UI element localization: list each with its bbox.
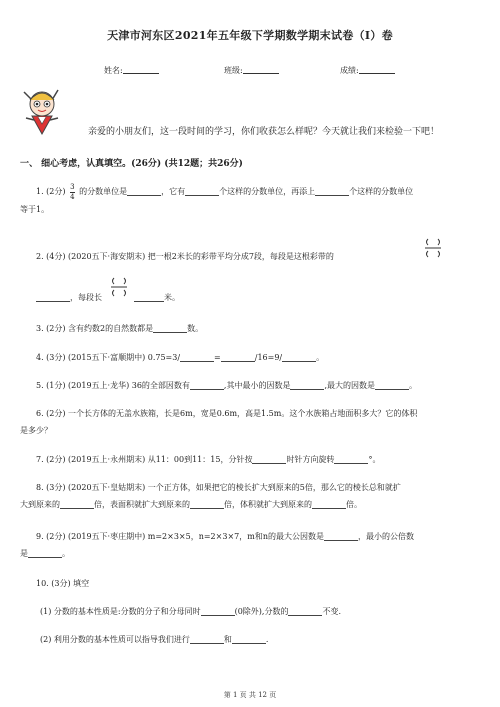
q1-blank-3[interactable] <box>315 185 349 196</box>
score-field[interactable] <box>340 64 395 76</box>
q10-1-blank-2[interactable] <box>288 605 322 616</box>
section-1-heading: 一、 细心考虑，认真填空。(26分) (共12题；共26分) <box>20 159 243 169</box>
q2-fraction-blank-2[interactable] <box>110 275 128 299</box>
fraction-3-4: $\frac{3}{4}$ <box>70 182 75 201</box>
question-6: 6. (2分) 一个长方体的无盖水族箱，长是6m，宽是0.6m，高是1.5m。这个水族箱占地面积多大？它的体积 是多少？ <box>20 409 418 435</box>
page-title: 天津市河东区2021年五年级下学期数学期末试卷（I）卷 <box>107 29 393 42</box>
q4-blank-1[interactable] <box>180 351 214 362</box>
question-2-line-2b: 米。 <box>134 289 234 306</box>
question-2: 2. (4分) (2020五下·海安期末) 把一根2米长的彩带平均分成7段，每段是这根彩带的 <box>36 252 334 261</box>
question-4: 4. (3分) (2015五下·富顺期中) 0.75=3/ = /16=9/ 。 <box>36 353 325 362</box>
score-label: 成绩: <box>340 66 359 75</box>
q10-1-blank-1[interactable] <box>201 605 235 616</box>
q5-blank-2[interactable] <box>290 379 324 390</box>
mascot-image <box>18 86 66 136</box>
class-label: 班级: <box>224 66 243 75</box>
score-blank[interactable] <box>359 64 395 74</box>
q2-fraction-blank-1[interactable] <box>424 236 442 260</box>
q4-blank-2[interactable] <box>221 351 255 362</box>
greeting-text: 亲爱的小朋友们，这一段时间的学习，你们收获怎么样呢？今天就让我们来检验一下吧！ <box>88 127 440 137</box>
question-8: 8. (3分) (2020五下·皇姑期末) 一个正方体，如果把它的棱长扩大到原来的5倍，那么它的棱长总和就扩 大到原来的 倍，表面积就扩大到原来的 倍，体积就扩大到原来的 倍。 <box>20 483 401 509</box>
question-3: 3. (2分) 含有约数2的自然数都是 数。 <box>36 324 204 333</box>
q2-blank-2[interactable] <box>134 291 164 302</box>
question-2-line-2: ，每段长 <box>36 289 476 306</box>
q10-2-blank-1[interactable] <box>190 633 224 644</box>
class-blank[interactable] <box>243 64 279 74</box>
q10-2-blank-2[interactable] <box>232 633 266 644</box>
q7-blank-1[interactable] <box>252 453 286 464</box>
name-label: 姓名: <box>104 66 123 75</box>
question-1: 1. (2分) $\frac{3}{4}$ 的分数单位是 ，它有 个这样的分数单位，再添上 个这样的分数单位 等于1。 <box>20 182 414 214</box>
q9-blank-2[interactable] <box>28 547 62 558</box>
question-10: 10. (3分) 填空 <box>36 579 90 588</box>
q1-blank-2[interactable] <box>185 185 219 196</box>
question-7: 7. (2分) (2019五上·永州期末) 从11：00到11：15，分针按 时针方向旋转 °。 <box>36 455 381 464</box>
q8-blank-3[interactable] <box>312 498 346 509</box>
q2-blank-1[interactable] <box>36 291 70 302</box>
q9-blank-1[interactable] <box>324 530 358 541</box>
question-5: 5. (1分) (2019五上·龙华) 36的全部因数有 ,其中最小的因数是 ,最大的因数是 。 <box>36 381 418 390</box>
q8-blank-1[interactable] <box>60 498 94 509</box>
q4-blank-3[interactable] <box>282 351 316 362</box>
question-10-part-1: (1) 分数的基本性质是:分数的分子和分母同时 (0除外),分数的 不变. <box>40 607 341 616</box>
q1-blank-1[interactable] <box>127 185 161 196</box>
q7-blank-2[interactable] <box>334 453 368 464</box>
q5-blank-3[interactable] <box>375 379 409 390</box>
q5-blank-1[interactable] <box>190 379 224 390</box>
q3-blank-1[interactable] <box>153 322 187 333</box>
question-9: 9. (2分) (2019五下·枣庄期中) m=2×3×5，n=2×3×7，m和n的最大公因数是 ，最小的公倍数 是 。 <box>20 532 414 558</box>
class-field[interactable] <box>224 64 279 76</box>
question-10-part-2: (2) 利用分数的基本性质可以指导我们进行 和 . <box>40 635 269 644</box>
page-footer: 第 1 页 共 12 页 <box>223 691 277 699</box>
q8-blank-2[interactable] <box>190 498 224 509</box>
name-field[interactable] <box>104 64 159 76</box>
name-blank[interactable] <box>123 64 159 74</box>
